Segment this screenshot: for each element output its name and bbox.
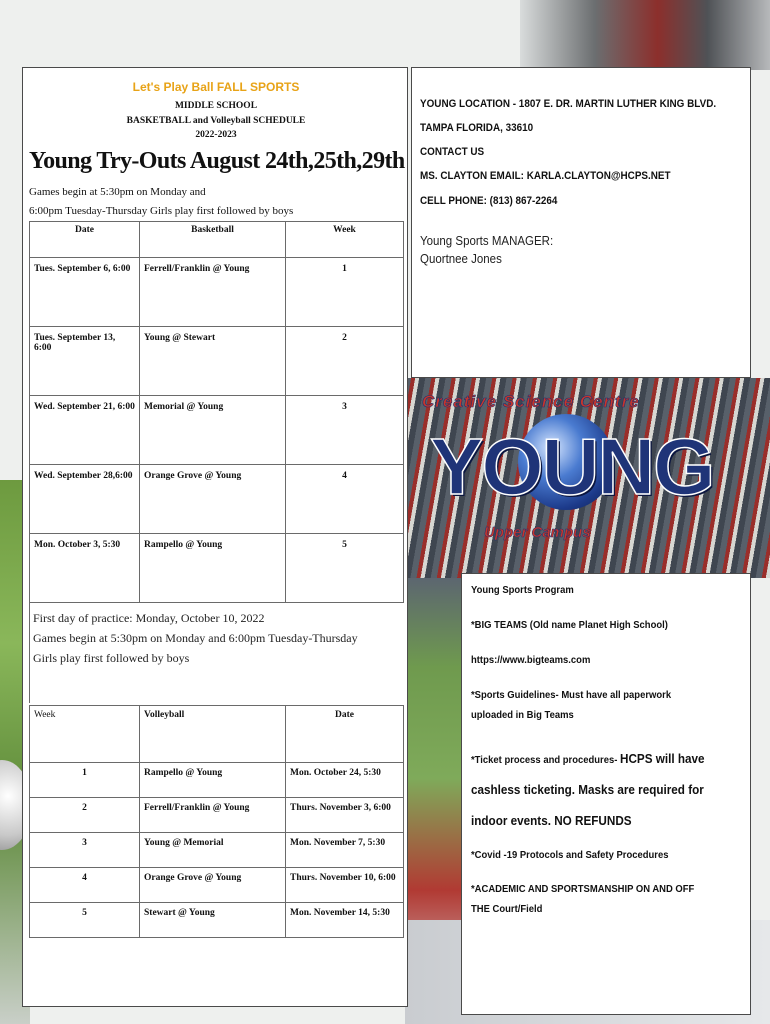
game-date: Mon. October 3, 5:30 bbox=[30, 534, 140, 603]
game-date: Mon. November 14, 5:30 bbox=[286, 903, 404, 938]
table-header-row bbox=[30, 222, 404, 258]
game-week: 3 bbox=[30, 833, 140, 868]
games-note-1: Games begin at 5:30pm on Monday and bbox=[29, 186, 206, 198]
ticket-note-detail: HCPS will have cashless ticketing. Masks are required for indoor events. NO REFUNDS bbox=[471, 751, 705, 828]
tryouts-heading: Young Try-Outs August 24th,25th,29th bbox=[29, 148, 405, 174]
location-city: TAMPA FLORIDA, 33610 bbox=[420, 122, 534, 134]
academic-note: *ACADEMIC AND SPORTSMANSHIP ON AND OFF THE Court/Field bbox=[471, 883, 695, 915]
game-matchup: Ferrell/Franklin @ Young bbox=[140, 258, 286, 327]
practice-order-note: Girls play first followed by boys bbox=[33, 651, 190, 665]
manager-name: Quortnee Jones bbox=[420, 252, 502, 266]
guidelines-note: *Sports Guidelines- Must have all paperwork uploaded in Big Teams bbox=[471, 689, 672, 721]
schedule-panel bbox=[22, 67, 408, 1007]
column-header-date: Date bbox=[286, 706, 404, 763]
manager-label: Young Sports MANAGER: bbox=[420, 234, 554, 248]
table-row bbox=[30, 465, 404, 534]
game-date: Wed. September 21, 6:00 bbox=[30, 396, 140, 465]
column-header-volleyball: Volleyball bbox=[140, 706, 286, 763]
school-level: MIDDLE SCHOOL bbox=[174, 101, 258, 111]
big-teams-link[interactable]: https://www.bigteams.com bbox=[471, 654, 591, 666]
school-logo bbox=[410, 390, 714, 555]
table-row bbox=[30, 868, 404, 903]
column-header-date: Date bbox=[30, 222, 140, 258]
column-header-week: Week bbox=[30, 706, 140, 763]
game-date: Mon. October 24, 5:30 bbox=[286, 763, 404, 798]
basketball-schedule-table bbox=[29, 221, 404, 603]
game-matchup: Young @ Memorial bbox=[140, 833, 286, 868]
column-header-basketball: Basketball bbox=[140, 222, 286, 258]
covid-note: *Covid -19 Protocols and Safety Procedures bbox=[471, 849, 669, 861]
game-matchup: Rampello @ Young bbox=[140, 763, 286, 798]
schedule-subtitle: BASKETBALL and Volleyball SCHEDULE bbox=[126, 116, 306, 126]
logo-bottom-text: Upper Campus bbox=[484, 524, 591, 541]
game-week: 5 bbox=[30, 903, 140, 938]
game-date: Wed. September 28,6:00 bbox=[30, 465, 140, 534]
game-date: Mon. November 7, 5:30 bbox=[286, 833, 404, 868]
game-week: 4 bbox=[30, 868, 140, 903]
game-matchup: Rampello @ Young bbox=[140, 534, 286, 603]
stadium-photo-top bbox=[520, 0, 770, 70]
logo-top-text: Creative Science Centre bbox=[422, 392, 640, 411]
table-row bbox=[30, 763, 404, 798]
column-header-week: Week bbox=[286, 222, 404, 258]
school-year: 2022-2023 bbox=[195, 130, 237, 140]
contact-heading: CONTACT US bbox=[420, 146, 485, 158]
game-week: 5 bbox=[286, 534, 404, 603]
ticket-note bbox=[471, 744, 714, 837]
table-header-row bbox=[30, 706, 404, 763]
table-row bbox=[30, 798, 404, 833]
game-week: 4 bbox=[286, 465, 404, 534]
sports-program-box bbox=[461, 573, 751, 1015]
practice-start-date: First day of practice: Monday, October 10, 2022 bbox=[33, 611, 265, 625]
game-date: Tues. September 13, 6:00 bbox=[30, 327, 140, 396]
table-row bbox=[30, 258, 404, 327]
schedule-title: Let's Play Ball FALL SPORTS bbox=[132, 80, 300, 94]
game-date: Thurs. November 10, 6:00 bbox=[286, 868, 404, 903]
game-matchup: Memorial @ Young bbox=[140, 396, 286, 465]
game-date: Thurs. November 3, 6:00 bbox=[286, 798, 404, 833]
game-week: 2 bbox=[286, 327, 404, 396]
game-matchup: Young @ Stewart bbox=[140, 327, 286, 396]
location-address: YOUNG LOCATION - 1807 E. DR. MARTIN LUTHER KING BLVD. bbox=[420, 98, 717, 110]
game-matchup: Stewart @ Young bbox=[140, 903, 286, 938]
game-week: 1 bbox=[286, 258, 404, 327]
table-row bbox=[30, 903, 404, 938]
sports-manager bbox=[420, 232, 696, 268]
game-week: 2 bbox=[30, 798, 140, 833]
game-matchup: Ferrell/Franklin @ Young bbox=[140, 798, 286, 833]
program-title: Young Sports Program bbox=[471, 584, 574, 596]
table-row bbox=[30, 396, 404, 465]
contact-email: MS. CLAYTON EMAIL: KARLA.CLAYTON@HCPS.NET bbox=[420, 170, 671, 182]
game-week: 1 bbox=[30, 763, 140, 798]
game-date: Tues. September 6, 6:00 bbox=[30, 258, 140, 327]
contact-box bbox=[411, 67, 751, 378]
ticket-note-label: *Ticket process and procedures- bbox=[471, 754, 620, 766]
games-note-2: 6:00pm Tuesday-Thursday Girls play first followed by boys bbox=[29, 205, 294, 217]
contact-phone: CELL PHONE: (813) 867-2264 bbox=[420, 195, 558, 207]
game-week: 3 bbox=[286, 396, 404, 465]
logo-wordmark: YOUNG bbox=[430, 422, 714, 511]
game-matchup: Orange Grove @ Young bbox=[140, 868, 286, 903]
table-row bbox=[30, 833, 404, 868]
big-teams-note: *BIG TEAMS (Old name Planet High School) bbox=[471, 619, 668, 631]
volleyball-schedule-table bbox=[29, 705, 404, 938]
table-row bbox=[30, 327, 404, 396]
game-matchup: Orange Grove @ Young bbox=[140, 465, 286, 534]
practice-games-note: Games begin at 5:30pm on Monday and 6:00pm Tuesday-Thursday bbox=[33, 631, 358, 645]
